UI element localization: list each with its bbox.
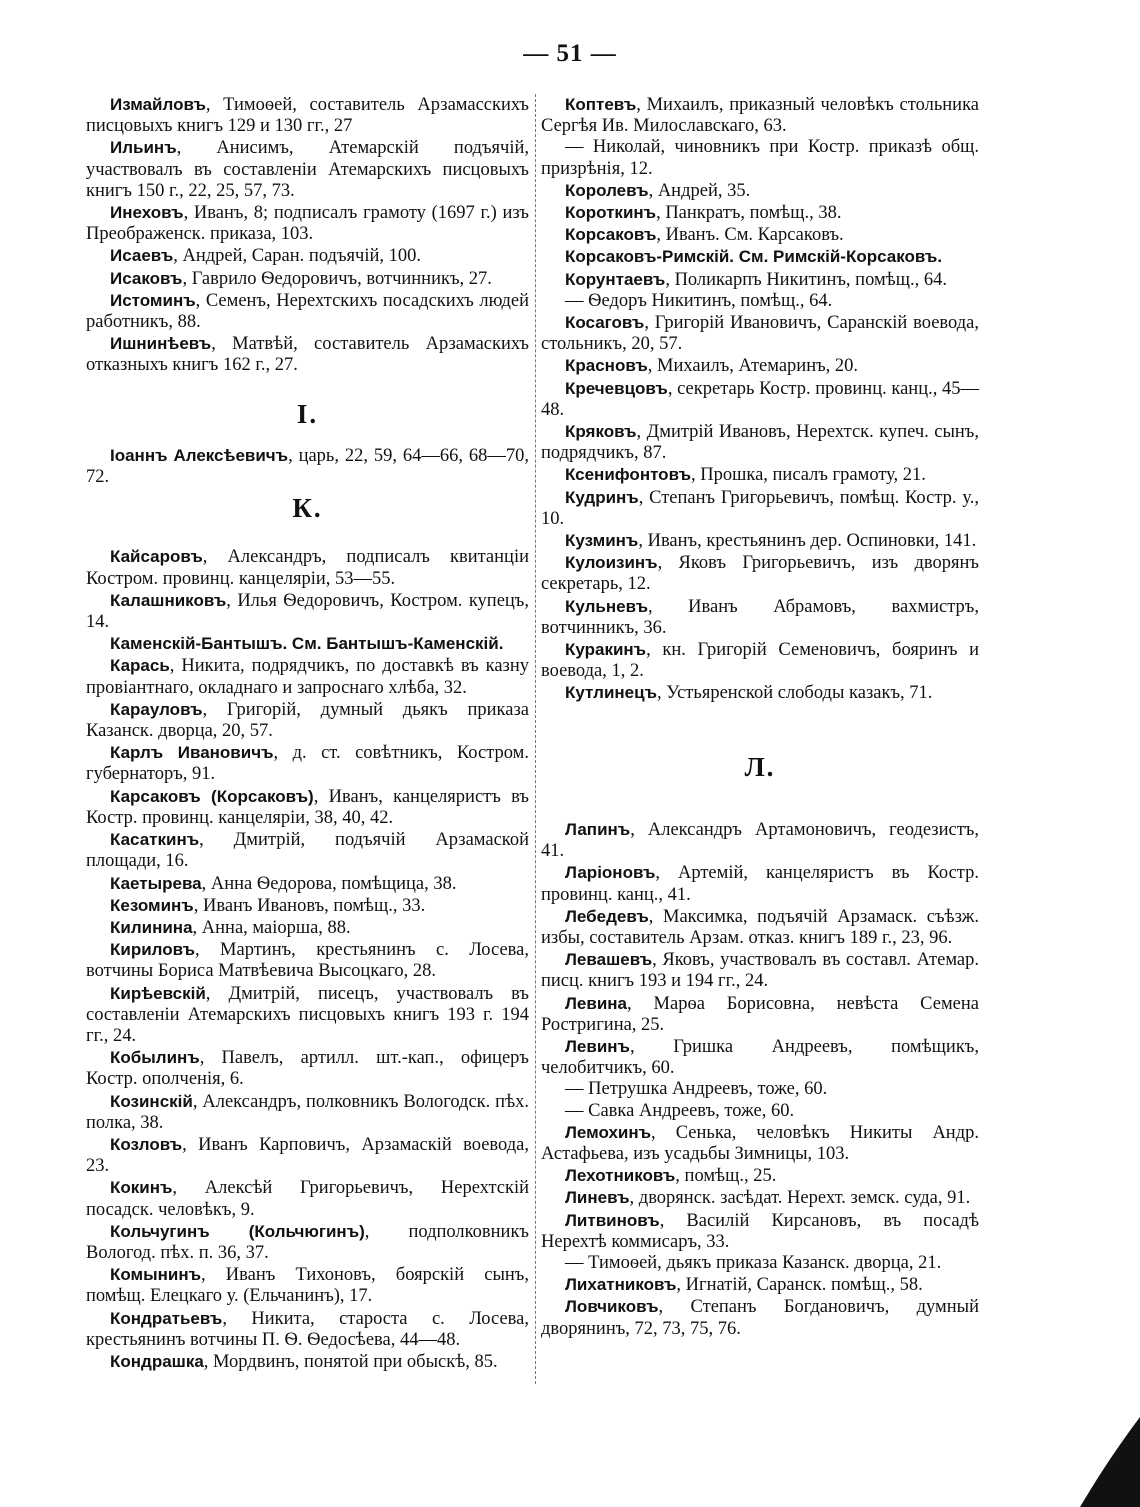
index-entry (541, 1210, 979, 1253)
entry-name: Лихатниковъ (565, 1275, 677, 1295)
entry-text: , Панкратъ, помѣщ., 38. (656, 203, 842, 224)
entry-name: Ксенифонтовъ (565, 465, 691, 485)
entry-name: Кобылинъ (110, 1048, 200, 1068)
index-entry (86, 655, 529, 698)
entry-text: , Александръ, подписалъ квитанціи Костром. провинц. канцеляріи, 53—55. (86, 547, 529, 589)
entry-name: Лехотниковъ (565, 1166, 676, 1186)
index-entry (86, 939, 529, 982)
entry-text: — Тимоѳей, дьякъ приказа Казанск. дворца, 21. (565, 1252, 942, 1273)
index-entry (541, 1296, 979, 1339)
entry-text: , Яковъ, участвовалъ въ составл. Атемар. писц. книгъ 193 и 194 гг., 24. (541, 950, 979, 992)
entry-name: Лемохинъ (565, 1122, 652, 1142)
entry-text: , помѣщ., 25. (675, 1166, 777, 1187)
entry-name: Измайловъ (110, 95, 206, 114)
entry-text: , Алексѣй Григорьевичъ, Нерехтскій посадск. человѣкъ, 9. (86, 1178, 529, 1220)
entry-name: Коптевъ (565, 95, 637, 114)
index-entry (86, 1091, 529, 1134)
entry-text: , Гришка Андреевъ, помѣщикъ, челобитчикъ, 60. (541, 1036, 979, 1079)
entry-name: Іоаннъ Алексѣевичъ (110, 445, 289, 465)
page-number: — 51 — (523, 40, 617, 67)
index-entry (86, 829, 529, 872)
entry-text: , Иванъ. См. Карсаковъ. (656, 225, 844, 246)
index-entry (86, 333, 529, 376)
entry-name: Левинъ (565, 1036, 630, 1056)
index-entry (86, 1221, 529, 1264)
entry-text: — Ѳедоръ Никитинъ, помѣщ., 64. (565, 290, 833, 311)
entry-name: Истоминъ (110, 290, 196, 310)
entry-text: , Григорій, думный дьякъ приказа Казанск. дворца, 20, 57. (86, 699, 529, 742)
entry-text: , дворянск. засѣдат. Нерехт. земск. суда, 91. (629, 1188, 971, 1209)
entry-text: , Илья Ѳедоровичъ, Костром. купецъ, 14. (86, 590, 529, 633)
index-entry (86, 895, 529, 917)
entry-text: , Яковъ Григорьевичъ, изъ дворянъ секретарь, 12. (541, 553, 979, 595)
entry-text: , Иванъ, канцеляристъ въ Костр. провинц. канцеляріи, 38, 40, 42. (86, 786, 529, 828)
entry-text: , Игнатій, Саранск. помѣщ., 58. (676, 1275, 923, 1296)
index-entry (541, 1187, 979, 1209)
index-entry (541, 202, 979, 224)
entry-text: , Григорій Ивановичъ, Саранскій воевода, стольникъ, 20, 57. (541, 313, 979, 355)
index-entry (541, 1101, 979, 1122)
section-letter-l: Л. (744, 751, 776, 782)
index-entry (86, 633, 529, 655)
entry-text: , Иванъ Ивановъ, помѣщ., 33. (193, 895, 426, 916)
entry-text: , кн. Григорій Семеновичъ, бояринъ и воевода, 1, 2. (541, 640, 979, 682)
entry-group-k-right (541, 94, 979, 705)
index-entry (541, 682, 979, 704)
column-divider (535, 94, 536, 1384)
index-entry (541, 530, 979, 552)
index-entry (86, 94, 529, 137)
entry-text: , Артемій, канцеляристъ въ Костр. провинц. канц., 41. (541, 863, 979, 905)
entry-name: Исаковъ (110, 268, 183, 288)
entry-text: — Николай, чиновникъ при Костр. приказѣ общ. призрѣнія, 12. (541, 137, 979, 179)
entry-name: Ларіоновъ (565, 863, 656, 883)
index-entry (86, 1308, 529, 1351)
entry-text: , Сенька, человѣкъ Никиты Андр. Астафьева, изъ усадьбы Зимницы, 103. (541, 1122, 979, 1164)
entry-name: Карась (110, 656, 170, 676)
entry-name: Кондратьевъ (110, 1308, 223, 1328)
index-entry (86, 873, 529, 895)
entry-name: Ишнинѣевъ (110, 334, 212, 354)
index-entry (86, 268, 529, 290)
entry-name: Карсаковъ (Корсаковъ) (110, 786, 314, 806)
index-entry (541, 246, 979, 268)
index-entry (541, 137, 979, 179)
entry-name: Килинина (110, 917, 193, 937)
entry-name: Красновъ (565, 356, 648, 376)
entry-name: Кокинъ (110, 1178, 173, 1198)
index-entry (86, 202, 529, 245)
index-entry (86, 917, 529, 939)
index-entry (541, 993, 979, 1036)
entry-name: Короткинъ (565, 203, 657, 223)
index-entry (541, 355, 979, 377)
index-entry (541, 906, 979, 949)
entry-name: Кольчугинъ (Кольчюгинъ) (110, 1221, 365, 1241)
entry-text: , Андрей, Саран. подъячій, 100. (173, 246, 421, 267)
entry-name: Ловчиковъ (565, 1297, 659, 1317)
entry-name: Карауловъ (110, 699, 203, 719)
entry-name: Каменскій-Бантышъ. См. Бантышъ-Каменскій. (110, 634, 504, 654)
entry-name: Кайсаровъ (110, 547, 203, 567)
entry-text: , Александръ, полковникъ Вологодск. пѣх. полка, 38. (86, 1091, 529, 1133)
entry-group-i-dotted (86, 445, 529, 488)
index-entry (86, 245, 529, 267)
entry-text: , Иванъ Абрамовъ, вахмистръ, вотчинникъ, 36. (541, 596, 979, 638)
section-letter-k: К. (292, 493, 323, 524)
entry-text: , Андрей, 35. (648, 180, 751, 201)
entry-text: , д. ст. совѣтникъ, Костром. губернаторъ, 91. (86, 743, 529, 785)
entry-text: , Иванъ, крестьянинъ дер. Оспиновки, 141. (638, 531, 977, 552)
entry-name: Калашниковъ (110, 590, 227, 610)
entry-name: Козинскій (110, 1091, 193, 1111)
entry-group-i (86, 94, 529, 377)
entry-text: , Степанъ Григорьевичъ, помѣщ. Костр. у., 10. (541, 487, 979, 529)
entry-name: Каетырева (110, 873, 202, 893)
index-entry (541, 1122, 979, 1165)
index-entry (86, 590, 529, 633)
index-entry (541, 862, 979, 905)
entry-name: Кузминъ (565, 531, 639, 551)
index-entry (541, 596, 979, 639)
index-entry (86, 1351, 529, 1373)
index-entry (541, 269, 979, 291)
entry-name: Кезоминъ (110, 895, 194, 915)
entry-text: , Михаилъ, приказный человѣкъ стольника Сергѣя Ив. Милославскаго, 63. (541, 95, 979, 137)
index-entry (86, 445, 529, 488)
entry-text: , Анна Ѳедорова, помѣщица, 38. (201, 873, 457, 894)
entry-text: , Никита, староста с. Лосева, крестьянинъ вотчины П. Ѳ. Ѳедосѣева, 44—48. (86, 1308, 529, 1350)
index-entry (541, 94, 979, 137)
entry-name: Кудринъ (565, 487, 639, 507)
entry-name: Левашевъ (565, 950, 653, 970)
entry-name: Литвиновъ (565, 1210, 660, 1230)
entry-text: , Александръ Артамоновичъ, геодезистъ, 41. (541, 819, 979, 862)
index-entry (541, 180, 979, 202)
entry-name: Кряковъ (565, 422, 637, 442)
index-entry (541, 1165, 979, 1187)
entry-name: Лебедевъ (565, 906, 649, 926)
entry-text: , Никита, подрядчикъ, по доставкѣ въ казну провіантнаго, окладнаго и запроснаго хлѣба, 32. (86, 656, 529, 698)
entry-text: , Поликарпъ Никитинъ, помѣщ., 64. (665, 269, 947, 290)
entry-text: — Савка Андреевъ, тоже, 60. (565, 1100, 795, 1121)
entry-name: Исаевъ (110, 246, 174, 266)
entry-name: Косаговъ (565, 313, 645, 333)
entry-text: — Петрушка Андреевъ, тоже, 60. (565, 1079, 828, 1100)
index-entry (541, 291, 979, 312)
entry-name: Линевъ (565, 1188, 630, 1208)
entry-name: Корунтаевъ (565, 269, 666, 289)
entry-name: Инеховъ (110, 203, 184, 223)
index-entry (541, 949, 979, 992)
entry-text: , Анна, маіорша, 88. (192, 917, 351, 938)
index-entry (86, 1134, 529, 1177)
index-entry (541, 487, 979, 530)
entry-name: Кондрашка (110, 1351, 204, 1371)
entry-text: , Мартинъ, крестьянинъ с. Лосева, вотчины Бориса Матвѣевича Высоцкаго, 28. (86, 940, 529, 982)
entry-text: , Прошка, писалъ грамоту, 21. (691, 465, 926, 486)
entry-name: Козловъ (110, 1134, 183, 1154)
index-entry (541, 1274, 979, 1296)
entry-name: Кутлинецъ (565, 683, 657, 703)
entry-group-l (541, 819, 979, 1340)
left-column (86, 94, 529, 1373)
entry-name: Кречевцовъ (565, 378, 668, 398)
index-entry (541, 819, 979, 862)
entry-text: , Гаврило Ѳедоровичъ, вотчинникъ, 27. (182, 268, 492, 289)
index-entry (86, 1047, 529, 1090)
entry-text: , Иванъ, 8; подписалъ грамоту (1697 г.) изъ Преображенск. приказа, 103. (86, 203, 529, 245)
entry-name: Кириловъ (110, 940, 196, 960)
index-entry (541, 224, 979, 246)
index-entry (86, 983, 529, 1048)
entry-text: , Дмитрій, подъячій Арзамаской площади, 16. (86, 830, 529, 872)
entry-name: Комынинъ (110, 1265, 202, 1285)
entry-name: Касаткинъ (110, 830, 200, 850)
entry-text: , Максимка, подъячій Арзамаск. съѣзж. избы, составитель Арзам. отказ. книгъ 189 г., 23, 96. (541, 906, 979, 948)
entry-text: , подполковникъ Вологод. пѣх. п. 36, 37. (86, 1221, 530, 1263)
entry-text: , Тимоѳей, составитель Арзамасскихъ писцовыхъ книгъ 129 и 130 гг., 27 (86, 95, 529, 137)
index-entry (541, 1036, 979, 1079)
entry-text: , царь, 22, 59, 64—66, 68—70, 72. (86, 445, 529, 488)
entry-text: , Степанъ Богдановичъ, думный дворянинъ, 72, 73, 75, 76. (541, 1297, 979, 1339)
entry-text: , Дмитрій Ивановъ, Нерехтск. купеч. сынъ, подрядчикъ, 87. (541, 422, 979, 464)
entry-text: , Павелъ, артилл. шт.-кап., офицеръ Костр. ополченія, 6. (86, 1048, 529, 1090)
right-column (541, 94, 979, 1340)
entry-name: Кулоизинъ (565, 553, 658, 573)
index-entry (541, 464, 979, 486)
entry-text: , Иванъ Карповичъ, Арзамаскій воевода, 23. (86, 1134, 529, 1177)
entry-group-k-left (86, 546, 529, 1373)
entry-text: , Анисимъ, Атемарскій подъячій, участвовалъ въ составленіи Атемарскихъ писцовыхъ книгъ 150 г., 22, 25, 57, 73. (86, 138, 529, 201)
entry-text: , Мордвинъ, понятой при обыскѣ, 85. (203, 1351, 498, 1372)
entry-text: , Матвѣй, составитель Арзамаскихъ отказныхъ книгъ 162 г., 27. (86, 334, 529, 376)
entry-text: , секретарь Костр. провинц. канц., 45—48. (541, 378, 979, 420)
entry-name: Кирѣевскій (110, 983, 206, 1003)
entry-name: Корсаковъ-Римскій. См. Римскій-Корсаковъ. (565, 247, 943, 267)
entry-name: Ильинъ (110, 138, 177, 158)
entry-name: Королевъ (565, 180, 649, 200)
index-entry (541, 639, 979, 682)
index-entry (541, 312, 979, 355)
entry-text: , Василій Кирсановъ, въ посадѣ Нерехтѣ коммисаръ, 33. (541, 1210, 979, 1252)
entry-name: Кульневъ (565, 596, 648, 616)
index-entry (86, 1264, 529, 1307)
index-entry (86, 699, 529, 742)
entry-name: Куракинъ (565, 640, 647, 660)
entry-name: Лапинъ (565, 819, 631, 839)
index-entry (86, 290, 529, 333)
index-entry (541, 552, 979, 595)
entry-text: , Марѳа Борисовна, невѣста Семена Ростригина, 25. (541, 993, 979, 1035)
entry-text: , Иванъ Тихоновъ, боярскій сынъ, помѣщ. Елецкаго у. (Ельчанинъ), 17. (86, 1265, 529, 1307)
entry-name: Корсаковъ (565, 225, 657, 245)
entry-text: , Устьяренской слободы казакъ, 71. (656, 683, 933, 704)
entry-name: Карлъ Ивановичъ (110, 743, 274, 763)
index-entry (541, 1253, 979, 1274)
entry-text: , Дмитрій, писецъ, участвовалъ въ составленіи Атемарскихъ писцовыхъ книгъ 193 г. 194 гг., 24. (86, 983, 529, 1046)
entry-text: , Семенъ, Нерехтскихъ посадскихъ людей работникъ, 88. (86, 290, 529, 333)
index-entry (86, 742, 529, 785)
index-entry (86, 1177, 529, 1220)
page-corner-shadow (1080, 1417, 1140, 1507)
section-letter-i: I. (296, 398, 319, 429)
entry-name: Левина (565, 993, 628, 1013)
index-entry (541, 378, 979, 421)
index-entry (86, 137, 529, 202)
index-entry (541, 1079, 979, 1100)
index-entry (86, 786, 529, 829)
entry-text: , Михаилъ, Атемаринъ, 20. (647, 356, 859, 377)
index-entry (541, 421, 979, 464)
index-entry (86, 546, 529, 589)
